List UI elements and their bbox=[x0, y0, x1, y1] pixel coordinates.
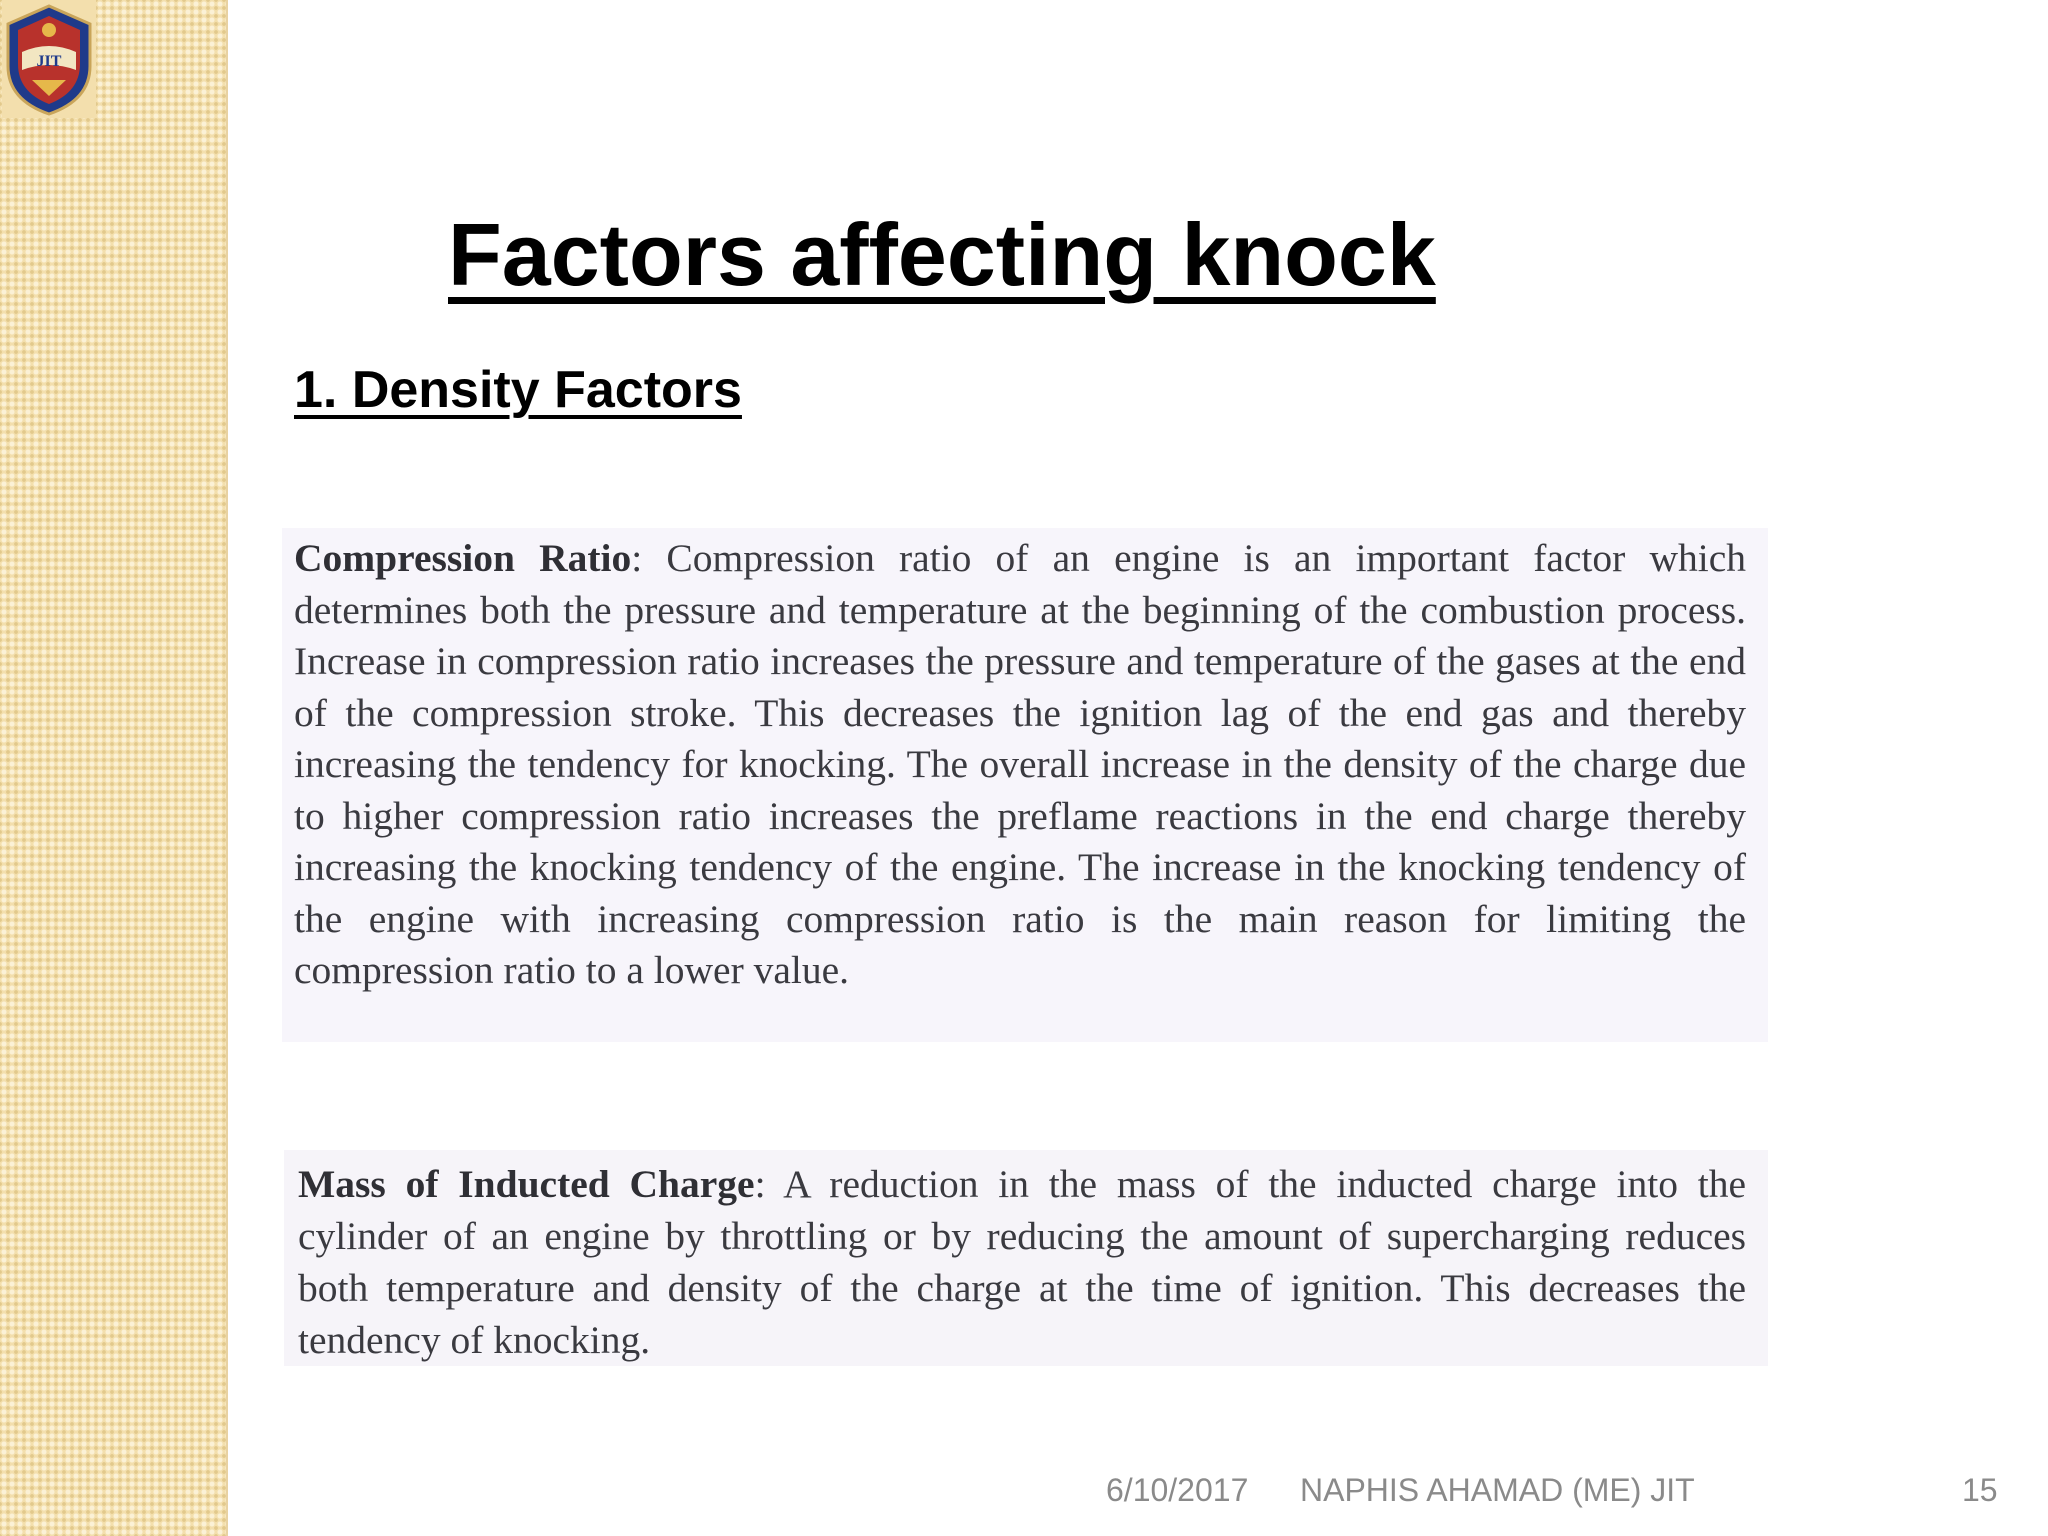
paragraph-term: Mass of Inducted Charge bbox=[298, 1162, 755, 1206]
paragraph-term: Compression Ratio bbox=[294, 536, 632, 580]
college-crest-icon bbox=[2, 0, 96, 118]
slide-title: Factors affecting knock bbox=[448, 205, 1436, 304]
paragraph-body: : A reduction in the mass of the inducted charge into the cylinder of an engine by throttling or by reducing the amount of supercharging reduces both temperature and density of the charge at the time of ignition. This decreases the tendency of knocking. bbox=[298, 1162, 1746, 1362]
compression-ratio-paragraph bbox=[282, 528, 1768, 1042]
section-heading: 1. Density Factors bbox=[294, 361, 742, 419]
footer-author: NAPHIS AHAMAD (ME) JIT bbox=[1300, 1472, 1695, 1508]
svg-text:JIT: JIT bbox=[36, 53, 62, 70]
paragraph-body: : Compression ratio of an engine is an important factor which determines both the pressure and temperature at the beginning of the combustion process. Increase in compression ratio increases the pressure and temperature of the gases at the end of the compression stroke. This decreases the ignition lag of the end gas and thereby increasing the tendency for knocking. The overall increase in the density of the charge due to higher compression ratio increases the preflame reactions in the end charge thereby increasing the knocking tendency of the engine. The increase in the knocking tendency of the engine with increasing compression ratio is the main reason for limiting the compression ratio to a lower value. bbox=[294, 536, 1746, 992]
footer-date: 6/10/2017 bbox=[1106, 1472, 1249, 1508]
decorative-side-strip bbox=[0, 0, 228, 1536]
page-number: 15 bbox=[1962, 1472, 1998, 1508]
inducted-charge-paragraph bbox=[284, 1150, 1768, 1366]
